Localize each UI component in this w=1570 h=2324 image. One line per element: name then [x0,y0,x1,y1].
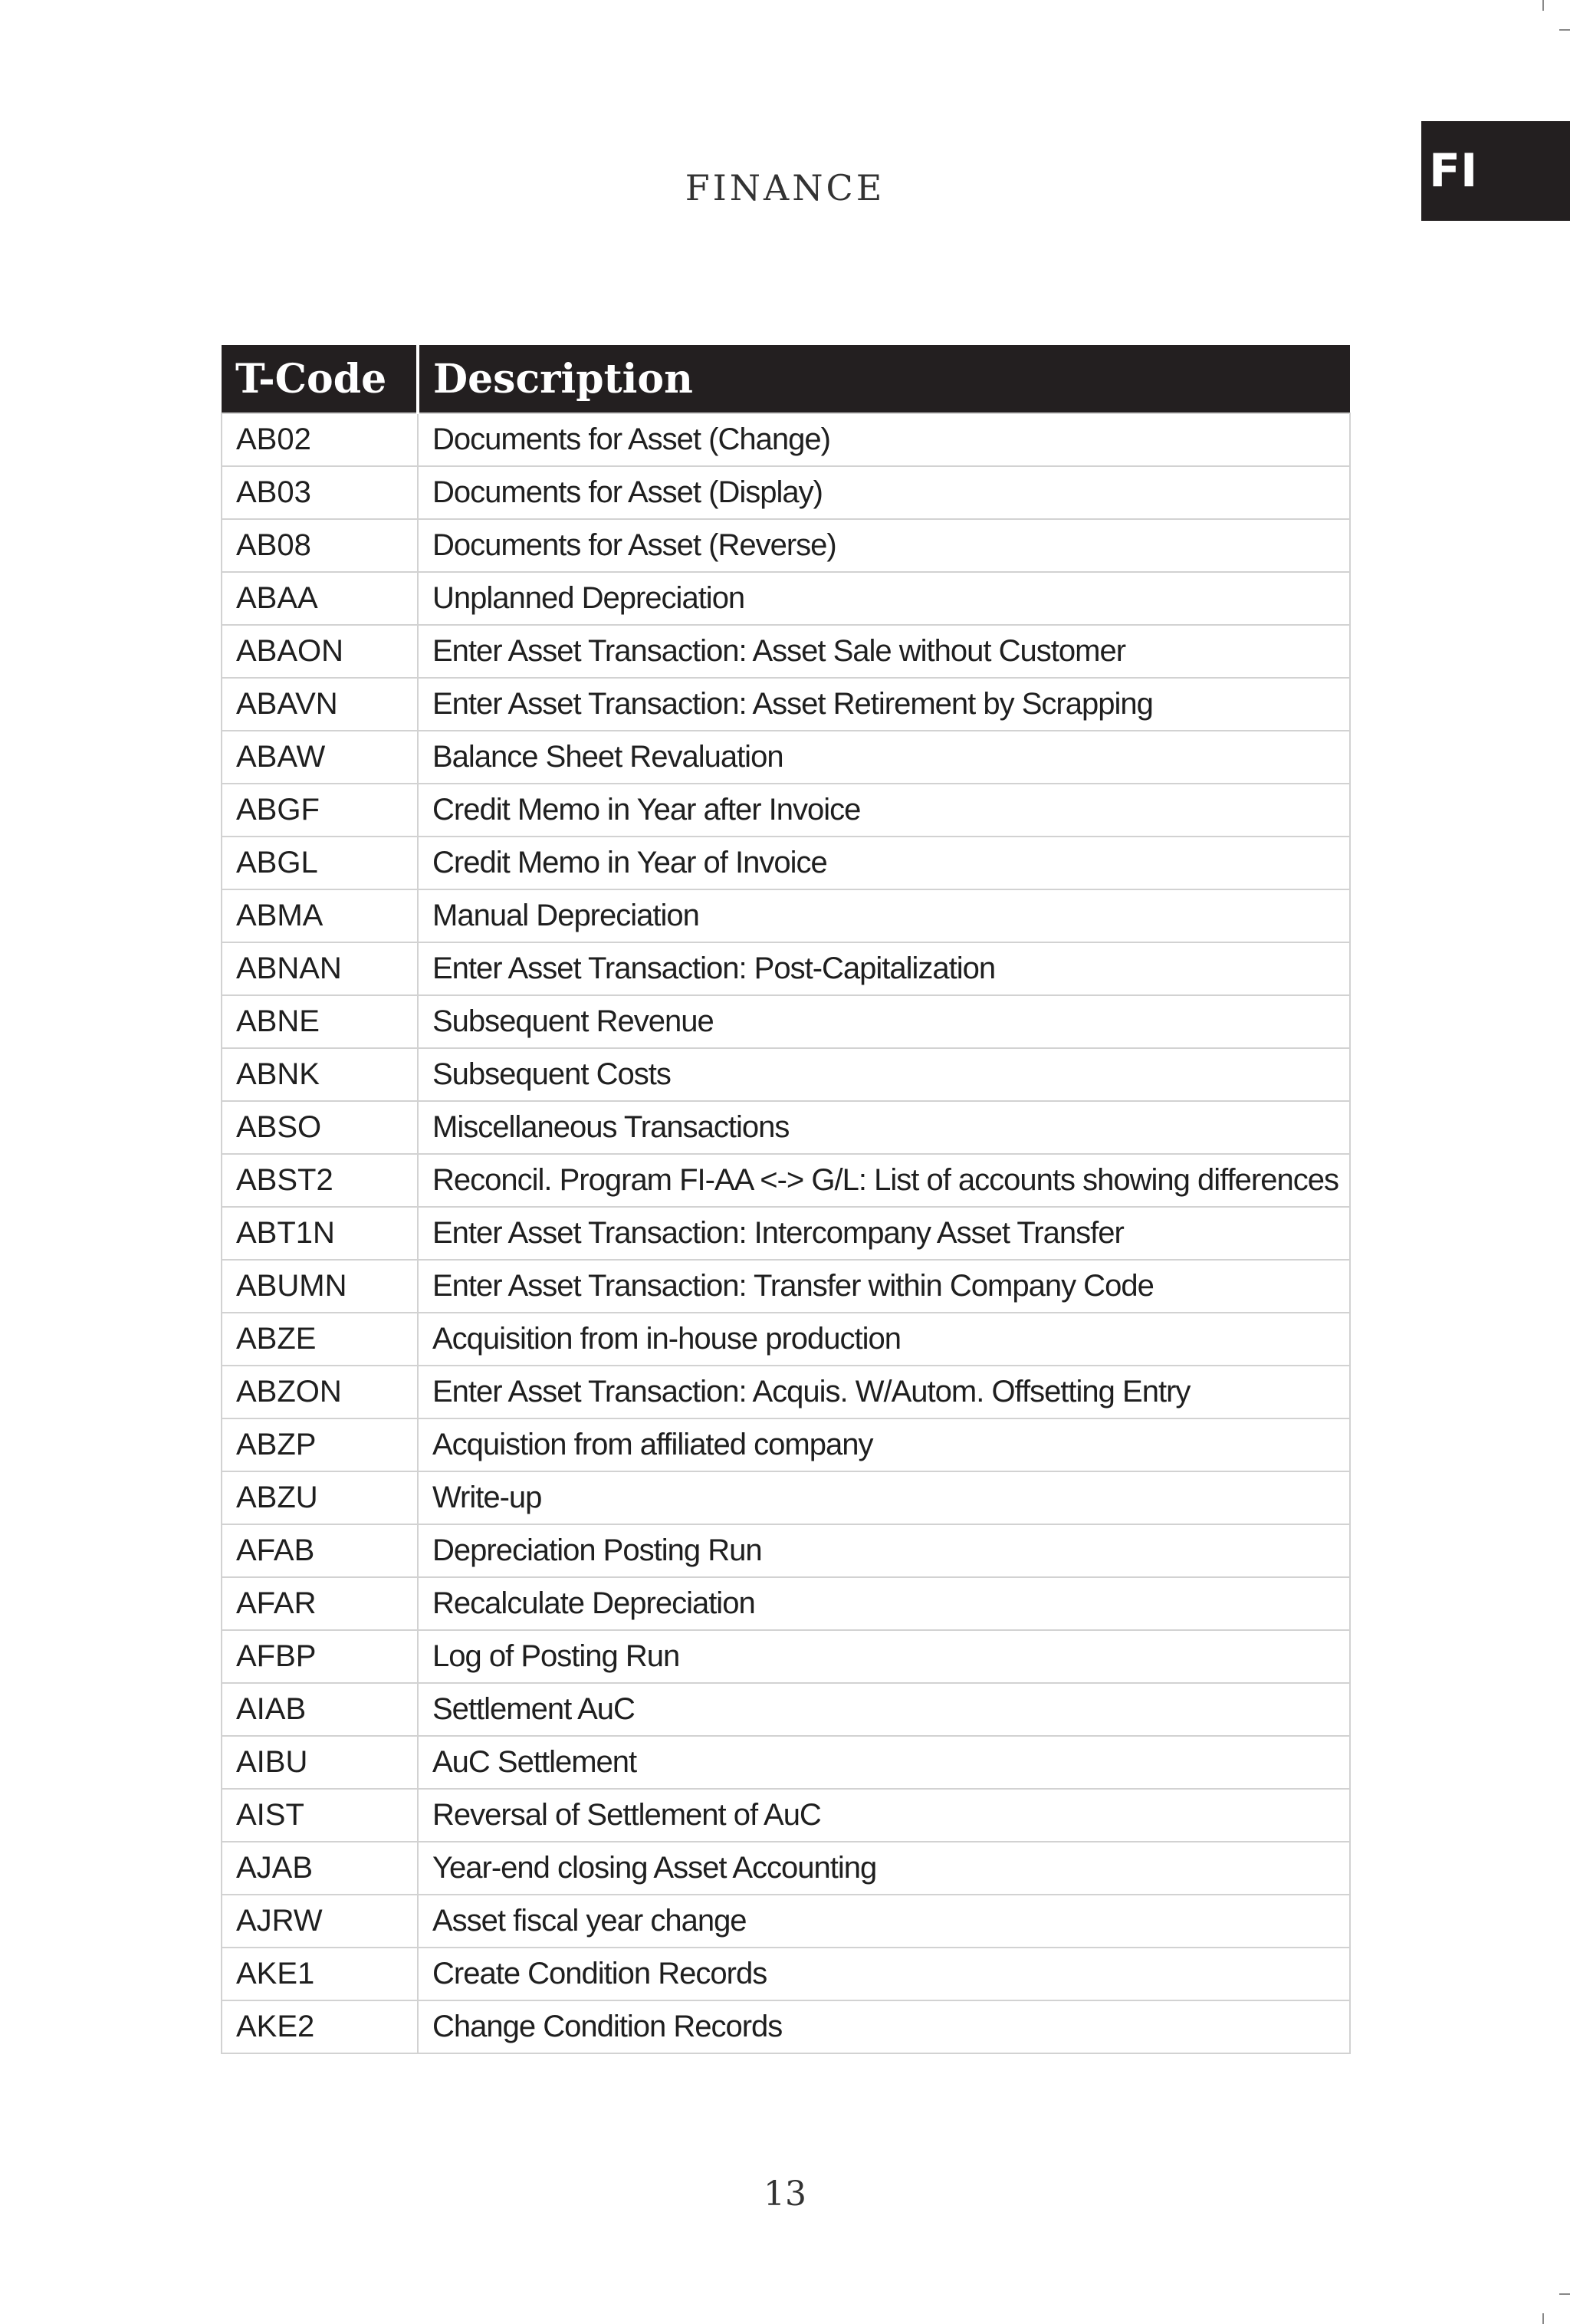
description-cell: Subsequent Revenue [418,995,1350,1048]
table-header-row [222,345,1350,413]
header-tcode: T-Code [222,345,418,413]
description-cell: Enter Asset Transaction: Acquis. W/Autom. Offsetting Entry [418,1366,1350,1418]
tcode-cell: ABAW [222,731,418,784]
description-cell: Settlement AuC [418,1683,1350,1736]
description-cell: Documents for Asset (Display) [418,466,1350,519]
section-tab: FI [1421,121,1570,221]
tcode-cell: AFBP [222,1630,418,1683]
tcode-cell: AKE1 [222,1948,418,2000]
description-cell: Year-end closing Asset Accounting [418,1842,1350,1895]
description-cell: Depreciation Posting Run [418,1524,1350,1577]
table-body [222,413,1350,2053]
tcode-cell: AIST [222,1789,418,1842]
table-row [222,1154,1350,1207]
table-row [222,1630,1350,1683]
tcode-cell: AFAR [222,1577,418,1630]
tcode-cell: ABGL [222,837,418,889]
tcode-cell: AB03 [222,466,418,519]
table-row [222,1418,1350,1471]
table-row [222,1895,1350,1948]
tcode-cell: ABZE [222,1313,418,1366]
description-cell: Acquistion from affiliated company [418,1418,1350,1471]
description-cell: Reversal of Settlement of AuC [418,1789,1350,1842]
description-cell: Change Condition Records [418,2000,1350,2053]
table-row [222,572,1350,625]
tcode-cell: ABAON [222,625,418,678]
page-number: 13 [764,2174,806,2214]
tcode-cell: ABUMN [222,1260,418,1313]
tcode-cell: AJAB [222,1842,418,1895]
description-cell: Enter Asset Transaction: Asset Sale without Customer [418,625,1350,678]
description-cell: Unplanned Depreciation [418,572,1350,625]
crop-mark-top-right [1559,29,1570,31]
table-row [222,519,1350,572]
tcode-cell: AB08 [222,519,418,572]
table-row [222,1101,1350,1154]
tcode-cell: ABNE [222,995,418,1048]
description-cell: Enter Asset Transaction: Intercompany Asset Transfer [418,1207,1350,1260]
tcode-cell: ABZON [222,1366,418,1418]
crop-mark-bottom [1542,2313,1544,2324]
description-cell: Acquisition from in-house production [418,1313,1350,1366]
tcode-cell: AFAB [222,1524,418,1577]
table-row [222,466,1350,519]
table-row [222,1736,1350,1789]
table-row [222,1260,1350,1313]
tcode-cell: ABZP [222,1418,418,1471]
description-cell: Enter Asset Transaction: Transfer within Company Code [418,1260,1350,1313]
description-cell: Credit Memo in Year of Invoice [418,837,1350,889]
description-cell: Enter Asset Transaction: Post-Capitalization [418,942,1350,995]
table-row [222,731,1350,784]
crop-mark-bottom-right [1559,2293,1570,2295]
table-header [222,345,1350,413]
table-row [222,1683,1350,1736]
description-cell: AuC Settlement [418,1736,1350,1789]
description-cell: Credit Memo in Year after Invoice [418,784,1350,837]
tcode-cell: ABNK [222,1048,418,1101]
table-row [222,1366,1350,1418]
description-cell: Reconcil. Program FI-AA <-> G/L: List of accounts showing differences [418,1154,1350,1207]
description-cell: Recalculate Depreciation [418,1577,1350,1630]
tcode-cell: ABGF [222,784,418,837]
tcode-cell: AKE2 [222,2000,418,2053]
tcode-cell: ABNAN [222,942,418,995]
tcode-cell: ABAVN [222,678,418,731]
tcode-cell: ABZU [222,1471,418,1524]
tcode-cell: ABAA [222,572,418,625]
description-cell: Create Condition Records [418,1948,1350,2000]
tcode-cell: ABST2 [222,1154,418,1207]
table-row [222,678,1350,731]
table-row [222,1471,1350,1524]
table-row [222,625,1350,678]
description-cell: Documents for Asset (Reverse) [418,519,1350,572]
table-row [222,1842,1350,1895]
description-cell: Asset fiscal year change [418,1895,1350,1948]
description-cell: Subsequent Costs [418,1048,1350,1101]
table-row [222,942,1350,995]
table-row [222,995,1350,1048]
tcode-cell: ABMA [222,889,418,942]
table-row [222,1048,1350,1101]
description-cell: Write-up [418,1471,1350,1524]
table-row [222,1948,1350,2000]
tcode-cell: ABSO [222,1101,418,1154]
tcode-cell: AJRW [222,1895,418,1948]
description-cell: Documents for Asset (Change) [418,413,1350,466]
table-row [222,413,1350,466]
header-description: Description [418,345,1350,413]
tcode-cell: AB02 [222,413,418,466]
tcode-cell: ABT1N [222,1207,418,1260]
description-cell: Enter Asset Transaction: Asset Retirement by Scrapping [418,678,1350,731]
table-row [222,1313,1350,1366]
tcode-cell: AIBU [222,1736,418,1789]
table-row [222,784,1350,837]
crop-mark-top [1542,0,1544,11]
tcode-cell: AIAB [222,1683,418,1736]
description-cell: Miscellaneous Transactions [418,1101,1350,1154]
description-cell: Balance Sheet Revaluation [418,731,1350,784]
description-cell: Manual Depreciation [418,889,1350,942]
table-row [222,889,1350,942]
description-cell: Log of Posting Run [418,1630,1350,1683]
tcode-table [221,345,1351,2054]
table-row [222,1577,1350,1630]
table-row [222,1207,1350,1260]
running-head: FINANCE [685,167,885,209]
table-row [222,2000,1350,2053]
table-row [222,837,1350,889]
table-row [222,1524,1350,1577]
table-row [222,1789,1350,1842]
